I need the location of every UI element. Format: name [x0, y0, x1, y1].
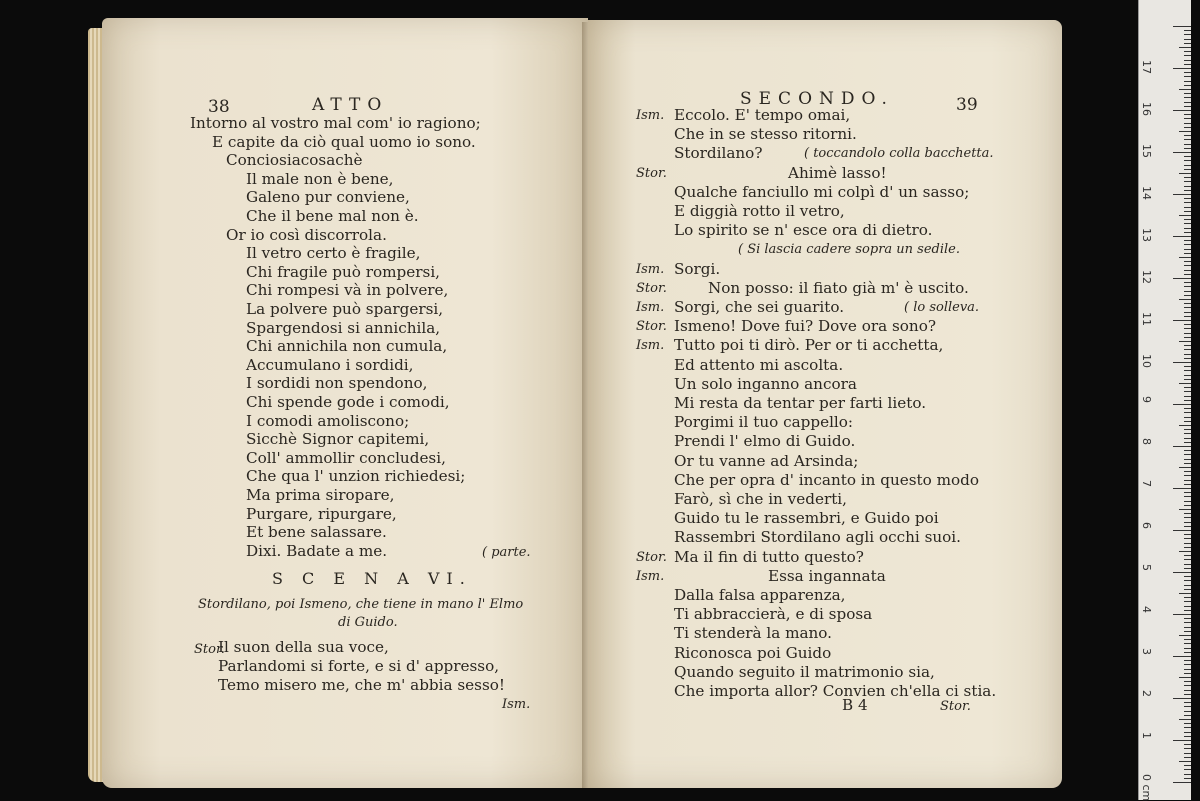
- verse-line: Sorgi.: [674, 259, 721, 278]
- ruler-tick: [1173, 572, 1191, 573]
- ruler-tick: [1184, 249, 1191, 250]
- ruler-tick: [1179, 425, 1191, 426]
- ruler-tick: [1184, 349, 1191, 350]
- ruler-tick: [1184, 652, 1191, 653]
- verse-line: Ahimè lasso!: [788, 163, 887, 182]
- verse-line: Porgimi il tuo cappello:: [674, 413, 854, 432]
- verse-line: Parlandomi si forte, e si d' appresso,: [218, 657, 500, 675]
- page-number: 39: [956, 95, 978, 115]
- ruler-tick: [1179, 215, 1191, 216]
- ruler-tick: [1184, 433, 1191, 434]
- ruler-tick: [1173, 782, 1191, 783]
- ruler-tick: [1184, 312, 1191, 313]
- ruler-tick: [1184, 391, 1191, 392]
- ruler-tick: [1184, 43, 1191, 44]
- ruler-tick: [1184, 774, 1191, 775]
- ruler-label: 7: [1140, 480, 1153, 487]
- ruler-tick: [1179, 257, 1191, 258]
- ruler-label: 14: [1140, 186, 1153, 200]
- ruler-tick: [1184, 538, 1191, 539]
- ruler-tick: [1184, 253, 1191, 254]
- ruler-tick: [1184, 568, 1191, 569]
- ruler-tick: [1184, 669, 1191, 670]
- ruler-tick: [1184, 379, 1191, 380]
- ruler-tick: [1184, 72, 1191, 73]
- ruler-tick: [1173, 404, 1191, 405]
- ruler-tick: [1184, 664, 1191, 665]
- verse-line: Stordilano?: [674, 144, 763, 163]
- ruler-tick: [1184, 135, 1191, 136]
- verse-line: Eccolo. E' tempo omai,: [674, 106, 851, 124]
- ruler-tick: [1173, 614, 1191, 615]
- ruler-tick: [1184, 211, 1191, 212]
- verse-line: Qualche fanciullo mi colpì d' un sasso;: [674, 182, 970, 201]
- ruler-tick: [1184, 463, 1191, 464]
- verse-line: Or tu vanne ad Arsinda;: [674, 451, 859, 470]
- ruler-tick: [1184, 97, 1191, 98]
- verse-line: Chi annichila non cumula,: [246, 337, 448, 356]
- ruler-tick: [1184, 240, 1191, 241]
- ruler-tick: [1179, 719, 1191, 720]
- ruler-tick: [1184, 610, 1191, 611]
- running-head: ATTO: [312, 95, 389, 115]
- ruler-tick: [1184, 681, 1191, 682]
- ruler-tick: [1184, 517, 1191, 518]
- ruler-tick: [1184, 303, 1191, 304]
- verse-line: Galeno pur conviene,: [246, 188, 410, 207]
- verse-line: Essa ingannata: [768, 566, 886, 585]
- ruler-tick: [1184, 513, 1191, 514]
- ruler-tick: [1184, 93, 1191, 94]
- ruler-tick: [1184, 81, 1191, 82]
- ruler-tick: [1173, 488, 1191, 489]
- speaker-label: Stor.: [194, 642, 225, 657]
- ruler-tick: [1184, 202, 1191, 203]
- ruler-tick: [1184, 597, 1191, 598]
- ruler-label: 6: [1140, 522, 1153, 529]
- ruler-tick: [1173, 26, 1191, 27]
- ruler-label: 10: [1140, 354, 1153, 368]
- ruler-tick: [1179, 593, 1191, 594]
- verse-line: Che qua l' unzion richiedesi;: [246, 467, 466, 486]
- verse-line: Ti stenderà la mano.: [674, 624, 833, 643]
- ruler-tick: [1173, 236, 1191, 237]
- ruler-tick: [1184, 438, 1191, 439]
- speaker-label: Stor.: [636, 280, 667, 296]
- ruler-tick: [1184, 328, 1191, 329]
- verse-line: E capite da ciò qual uomo io sono.: [212, 132, 476, 151]
- ruler-tick: [1184, 702, 1191, 703]
- ruler-tick: [1184, 585, 1191, 586]
- ruler-tick: [1184, 219, 1191, 220]
- ruler-tick: [1179, 47, 1191, 48]
- ruler-tick: [1184, 181, 1191, 182]
- ruler-tick: [1184, 484, 1191, 485]
- ruler-tick: [1184, 295, 1191, 296]
- ruler-label: 9: [1140, 396, 1153, 403]
- verse-line: Il male non è bene,: [246, 169, 394, 188]
- speaker-label: Ism.: [636, 338, 665, 354]
- ruler-tick: [1184, 417, 1191, 418]
- ruler-tick: [1184, 753, 1191, 754]
- ruler-tick: [1184, 736, 1191, 737]
- ruler-tick: [1184, 186, 1191, 187]
- ruler-tick: [1184, 778, 1191, 779]
- ruler-tick: [1184, 690, 1191, 691]
- speaker-label: Ism.: [636, 108, 665, 123]
- verse-line: Purgare, ripurgare,: [246, 504, 397, 523]
- ruler-tick: [1184, 76, 1191, 77]
- ruler-label: 0 cm: [1140, 774, 1153, 801]
- ruler-tick: [1184, 606, 1191, 607]
- verse-line: Non posso: il fiato già m' è uscito.: [708, 278, 969, 297]
- stage-direction: ( parte.: [482, 545, 531, 560]
- ruler-tick: [1184, 639, 1191, 640]
- ruler-tick: [1184, 139, 1191, 140]
- ruler-label: 3: [1140, 648, 1153, 655]
- speaker-label: Stor.: [636, 319, 667, 335]
- ruler-label: 13: [1140, 228, 1153, 242]
- ruler-tick: [1184, 408, 1191, 409]
- ruler-tick: [1179, 677, 1191, 678]
- verse-line: Un solo inganno ancora: [674, 374, 857, 393]
- ruler-tick: [1184, 286, 1191, 287]
- measuring-ruler: [1138, 0, 1191, 800]
- speaker-label: Stor.: [636, 549, 667, 565]
- ruler-tick: [1184, 169, 1191, 170]
- ruler-tick: [1184, 34, 1191, 35]
- verse-line: Temo misero me, che m' abbia sesso!: [218, 676, 505, 694]
- left-page: [102, 18, 588, 788]
- ruler-tick: [1184, 450, 1191, 451]
- ruler-label: 17: [1140, 60, 1153, 74]
- verse-line: Accumulano i sordidi,: [246, 355, 414, 374]
- ruler-label: 2: [1140, 690, 1153, 697]
- ruler-tick: [1179, 509, 1191, 510]
- verse-line: Conciosiacosachè: [226, 151, 363, 170]
- ruler-tick: [1184, 366, 1191, 367]
- ruler-tick: [1184, 64, 1191, 65]
- ruler-tick: [1184, 270, 1191, 271]
- ruler-tick: [1179, 467, 1191, 468]
- ruler-tick: [1184, 55, 1191, 56]
- ruler-tick: [1173, 446, 1191, 447]
- ruler-tick: [1184, 631, 1191, 632]
- verse-line: Farò, sì che in vederti,: [674, 490, 847, 508]
- verse-line: Che in se stesso ritorni.: [674, 125, 857, 144]
- ruler-tick: [1173, 278, 1191, 279]
- ruler-tick: [1184, 757, 1191, 758]
- verse-line: Il suon della sua voce,: [218, 638, 389, 656]
- verse-line: Ma prima siropare,: [246, 486, 395, 504]
- ruler-tick: [1173, 740, 1191, 741]
- ruler-tick: [1184, 307, 1191, 308]
- ruler-tick: [1184, 160, 1191, 161]
- ruler-tick: [1184, 60, 1191, 61]
- stage-direction: ( lo solleva.: [904, 300, 980, 315]
- ruler-tick: [1184, 769, 1191, 770]
- ruler-tick: [1184, 244, 1191, 245]
- ruler-label: 16: [1140, 102, 1153, 116]
- verse-line: Intorno al vostro mal com' io ragiono;: [190, 114, 481, 132]
- verse-line: Prendi l' elmo di Guido.: [674, 432, 856, 451]
- ruler-tick: [1184, 324, 1191, 325]
- ruler-tick: [1184, 228, 1191, 229]
- ruler-tick: [1179, 89, 1191, 90]
- ruler-tick: [1184, 723, 1191, 724]
- ruler-tick: [1184, 543, 1191, 544]
- stage-direction: ( toccandolo colla bacchetta.: [804, 146, 994, 162]
- ruler-tick: [1184, 660, 1191, 661]
- ruler-tick: [1184, 454, 1191, 455]
- ruler-tick: [1173, 656, 1191, 657]
- verse-line: Dixi. Badate a me.: [246, 541, 388, 560]
- verse-line: Chi spende gode i comodi,: [246, 393, 450, 411]
- ruler-label: 5: [1140, 564, 1153, 571]
- ruler-tick: [1179, 761, 1191, 762]
- ruler-tick: [1184, 442, 1191, 443]
- ruler-tick: [1184, 706, 1191, 707]
- ruler-label: 11: [1140, 312, 1153, 326]
- ruler-tick: [1184, 39, 1191, 40]
- ruler-tick: [1184, 223, 1191, 224]
- ruler-tick: [1184, 354, 1191, 355]
- ruler-tick: [1173, 110, 1191, 111]
- ruler-tick: [1173, 152, 1191, 153]
- verse-line: Ti abbraccierà, e di sposa: [674, 605, 873, 624]
- ruler-tick: [1184, 601, 1191, 602]
- ruler-tick: [1184, 589, 1191, 590]
- ruler-tick: [1184, 765, 1191, 766]
- verse-line: Guido tu le rassembri, e Guido poi: [674, 509, 939, 528]
- ruler-tick: [1184, 727, 1191, 728]
- ruler-tick: [1184, 711, 1191, 712]
- verse-line: Che per opra d' incanto in questo modo: [674, 470, 980, 489]
- ruler-tick: [1184, 400, 1191, 401]
- ruler-tick: [1184, 564, 1191, 565]
- ruler-tick: [1184, 496, 1191, 497]
- verse-line: I sordidi non spendono,: [246, 374, 428, 393]
- ruler-tick: [1184, 358, 1191, 359]
- ruler-tick: [1184, 412, 1191, 413]
- verse-line: Lo spirito se n' esce ora di dietro.: [674, 221, 933, 240]
- ruler-tick: [1184, 345, 1191, 346]
- ruler-tick: [1184, 102, 1191, 103]
- ruler-tick: [1184, 123, 1191, 124]
- speaker-label: Ism.: [636, 300, 665, 315]
- ruler-label: 4: [1140, 606, 1153, 613]
- ruler-label: 8: [1140, 438, 1153, 445]
- verse-line: E diggià rotto il vetro,: [674, 202, 845, 220]
- ruler-tick: [1184, 333, 1191, 334]
- ruler-tick: [1184, 421, 1191, 422]
- ruler-tick: [1184, 114, 1191, 115]
- ruler-tick: [1184, 480, 1191, 481]
- ruler-tick: [1184, 282, 1191, 283]
- verse-line: Quando seguito il matrimonio sia,: [674, 662, 935, 681]
- ruler-tick: [1184, 375, 1191, 376]
- ruler-tick: [1173, 362, 1191, 363]
- ruler-tick: [1184, 471, 1191, 472]
- verse-line: Mi resta da tentar per farti lieto.: [674, 394, 927, 412]
- ruler-tick: [1184, 643, 1191, 644]
- ruler-tick: [1184, 198, 1191, 199]
- ruler-tick: [1184, 526, 1191, 527]
- ruler-tick: [1184, 429, 1191, 430]
- ruler-tick: [1184, 85, 1191, 86]
- ruler-tick: [1184, 396, 1191, 397]
- ruler-tick: [1184, 618, 1191, 619]
- speaker-label: Ism.: [636, 261, 665, 277]
- ruler-tick: [1184, 694, 1191, 695]
- verse-line: Che il bene mal non è.: [246, 207, 419, 225]
- ruler-tick: [1173, 320, 1191, 321]
- ruler-tick: [1179, 635, 1191, 636]
- right-page: [588, 20, 1062, 788]
- ruler-tick: [1184, 370, 1191, 371]
- ruler-tick: [1184, 648, 1191, 649]
- verse-line: Or io così discorrola.: [226, 225, 387, 244]
- ruler-tick: [1184, 207, 1191, 208]
- ruler-tick: [1184, 576, 1191, 577]
- verse-line: I comodi amoliscono;: [246, 411, 410, 430]
- ruler-tick: [1179, 341, 1191, 342]
- ruler-tick: [1173, 698, 1191, 699]
- verse-line: Ma il fin di tutto questo?: [674, 547, 864, 566]
- ruler-tick: [1184, 744, 1191, 745]
- ruler-tick: [1184, 190, 1191, 191]
- ruler-tick: [1184, 127, 1191, 128]
- ruler-tick: [1184, 627, 1191, 628]
- ruler-tick: [1184, 505, 1191, 506]
- catchword: Stor.: [940, 699, 971, 714]
- verse-line: Et bene salassare.: [246, 523, 387, 542]
- catchword: Ism.: [502, 697, 531, 712]
- ruler-tick: [1184, 459, 1191, 460]
- ruler-tick: [1184, 534, 1191, 535]
- ruler-tick: [1173, 68, 1191, 69]
- verse-line: Che importa allor? Convien ch'ella ci stia.: [674, 682, 997, 700]
- open-book: [88, 14, 1088, 792]
- ruler-tick: [1184, 522, 1191, 523]
- ruler-tick: [1173, 530, 1191, 531]
- ruler-tick: [1184, 265, 1191, 266]
- verse-line: Dalla falsa apparenza,: [674, 586, 846, 604]
- ruler-tick: [1184, 274, 1191, 275]
- ruler-tick: [1184, 547, 1191, 548]
- ruler-tick: [1184, 501, 1191, 502]
- ruler-tick: [1184, 156, 1191, 157]
- ruler-tick: [1184, 475, 1191, 476]
- ruler-tick: [1184, 748, 1191, 749]
- verse-line: Ismeno! Dove fui? Dove ora sono?: [674, 317, 936, 336]
- verse-line: Riconosca poi Guido: [674, 643, 832, 662]
- ruler-tick: [1184, 177, 1191, 178]
- ruler-label: 12: [1140, 270, 1153, 284]
- speaker-label: Ism.: [636, 568, 665, 584]
- stage-direction: ( Si lascia cadere sopra un sedile.: [738, 242, 961, 258]
- verse-line: Chi rompesi và in polvere,: [246, 281, 449, 300]
- verse-line: Coll' ammollir concludesi,: [246, 448, 446, 467]
- signature-mark: B 4: [842, 696, 868, 714]
- ruler-tick: [1184, 555, 1191, 556]
- ruler-tick: [1184, 316, 1191, 317]
- verse-line: Ed attento mi ascolta.: [674, 355, 844, 374]
- ruler-tick: [1184, 685, 1191, 686]
- verse-line: Sicchè Signor capitemi,: [246, 430, 430, 449]
- ruler-tick: [1184, 261, 1191, 262]
- ruler-tick: [1184, 337, 1191, 338]
- ruler-tick: [1173, 194, 1191, 195]
- ruler-tick: [1179, 173, 1191, 174]
- ruler-tick: [1184, 291, 1191, 292]
- ruler-tick: [1184, 559, 1191, 560]
- verse-line: Il vetro certo è fragile,: [246, 244, 421, 263]
- verse-line: Tutto poi ti dirò. Per or ti acchetta,: [674, 336, 944, 355]
- running-head: SECONDO.: [740, 89, 894, 109]
- ruler-tick: [1184, 622, 1191, 623]
- verse-line: La polvere può spargersi,: [246, 300, 444, 318]
- speaker-label: Stor.: [636, 165, 667, 181]
- ruler-label: 15: [1140, 144, 1153, 158]
- verse-line: Rassembri Stordilano agli occhi suoi.: [674, 528, 961, 547]
- verse-line: Sorgi, che sei guarito.: [674, 298, 845, 316]
- scene-note: Stordilano, poi Ismeno, che tiene in mano l' Elmo: [198, 597, 524, 612]
- ruler-tick: [1179, 131, 1191, 132]
- ruler-tick: [1184, 715, 1191, 716]
- page-number: 38: [208, 97, 230, 117]
- ruler-tick: [1184, 492, 1191, 493]
- ruler-tick: [1184, 118, 1191, 119]
- ruler-tick: [1184, 106, 1191, 107]
- ruler-tick: [1184, 148, 1191, 149]
- ruler-tick: [1179, 299, 1191, 300]
- ruler-tick: [1184, 30, 1191, 31]
- ruler-tick: [1179, 551, 1191, 552]
- ruler-tick: [1184, 165, 1191, 166]
- ruler-tick: [1184, 51, 1191, 52]
- scene-note: di Guido.: [338, 615, 398, 630]
- ruler-tick: [1184, 732, 1191, 733]
- scene-title: S C E N A VI.: [272, 569, 472, 588]
- ruler-tick: [1184, 673, 1191, 674]
- ruler-tick: [1184, 387, 1191, 388]
- verse-line: Chi fragile può rompersi,: [246, 262, 441, 281]
- verse-line: Spargendosi si annichila,: [246, 318, 441, 337]
- ruler-tick: [1184, 144, 1191, 145]
- ruler-tick: [1184, 232, 1191, 233]
- ruler-label: 1: [1140, 732, 1153, 739]
- ruler-tick: [1179, 383, 1191, 384]
- ruler-tick: [1184, 580, 1191, 581]
